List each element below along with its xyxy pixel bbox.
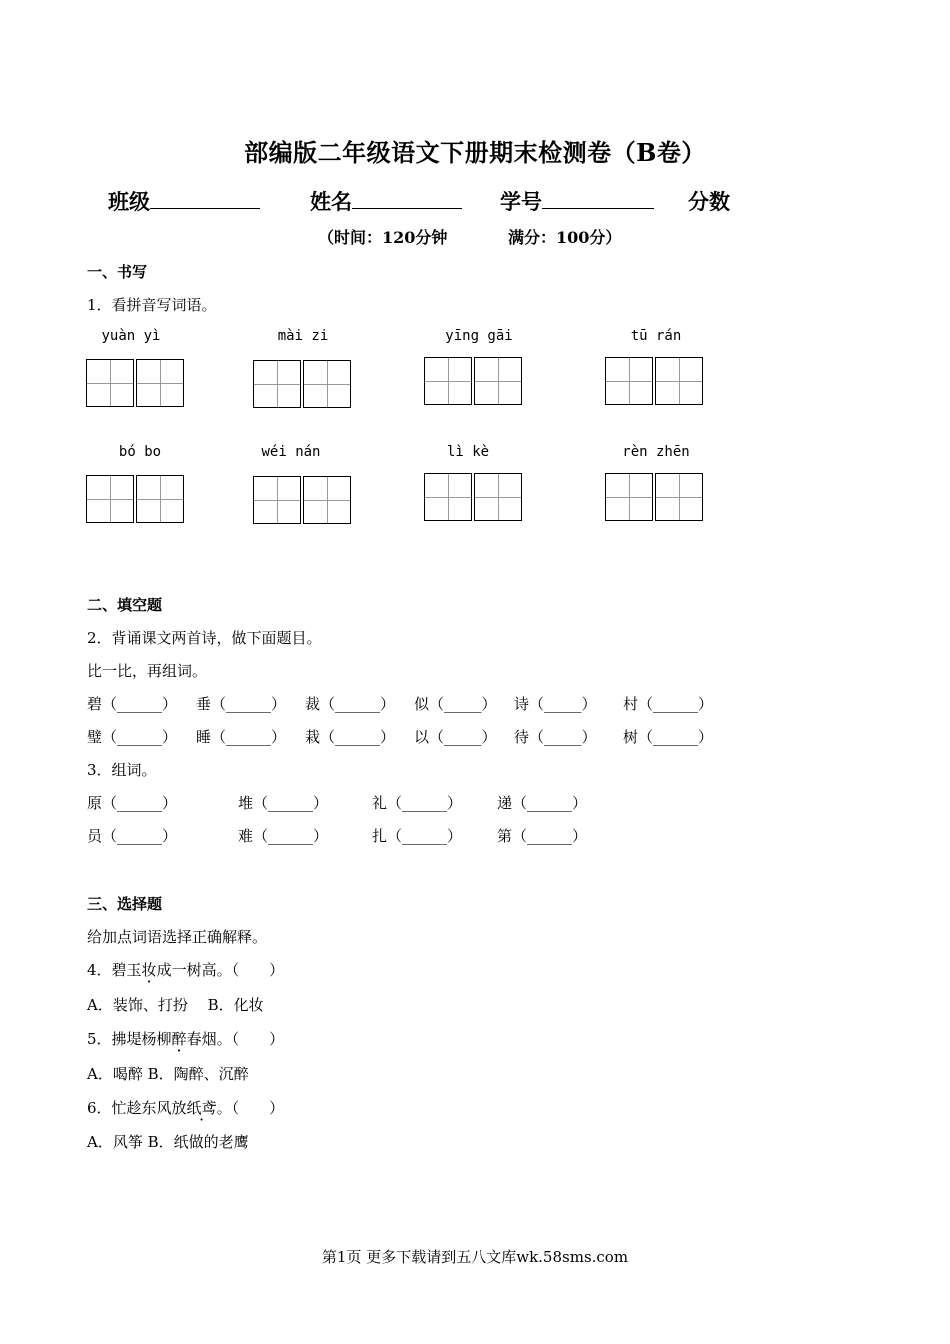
pinyin-label: wéi nán: [261, 444, 321, 460]
word-blank[interactable]: 递（______）: [497, 794, 588, 812]
class-label: 班级: [108, 189, 150, 214]
score-field: [688, 186, 730, 216]
word-blank[interactable]: 似（_____）: [414, 695, 497, 713]
question-2: 2．背诵课文两首诗，做下面题目。: [87, 629, 322, 647]
choice-instruction: 给加点词语选择正确解释。: [87, 928, 268, 946]
compare-instruction: 比一比，再组词。: [87, 662, 208, 680]
writing-grid-box[interactable]: [253, 476, 301, 524]
class-blank: [150, 186, 260, 209]
word-blank[interactable]: 栽（______）: [305, 728, 396, 746]
writing-grid-box[interactable]: [303, 360, 351, 408]
name-blank: [352, 186, 462, 209]
question-1: 1．看拼音写词语。: [87, 296, 217, 314]
word-blank[interactable]: 扎（______）: [372, 827, 463, 845]
word-blank[interactable]: 员（______）: [87, 827, 178, 845]
writing-grid-box[interactable]: [253, 360, 301, 408]
writing-grid-box[interactable]: [136, 359, 184, 407]
word-blank[interactable]: 睡（______）: [196, 728, 287, 746]
time-info: （时间：120分钟: [318, 228, 448, 247]
pinyin-label: rèn zhēn: [622, 444, 690, 460]
word-blank[interactable]: 垂（______）: [196, 695, 287, 713]
dotted-word: 纸鸢: [186, 1099, 217, 1117]
writing-grid-box[interactable]: [86, 475, 134, 523]
question-3: 3．组词。: [87, 761, 157, 779]
question-6: 6．忙趁东风放纸鸢。（ ）: [87, 1099, 285, 1117]
word-blank[interactable]: 难（______）: [238, 827, 329, 845]
word-blank[interactable]: 原（______）: [87, 794, 178, 812]
word-blank[interactable]: 裁（______）: [305, 695, 396, 713]
writing-grid-box[interactable]: [86, 359, 134, 407]
pinyin-label: lì kè: [446, 444, 490, 460]
writing-grid-box[interactable]: [474, 473, 522, 521]
page-footer: 第1页 更多下载请到五八文库wk.58sms.com: [321, 1248, 629, 1266]
name-label: 姓名: [310, 189, 352, 214]
section2-heading: 二、填空题: [87, 596, 163, 614]
word-blank[interactable]: 以（_____）: [414, 728, 497, 746]
word-blank[interactable]: 碧（______）: [87, 695, 178, 713]
full-score-info: 满分：100分）: [508, 228, 622, 247]
pinyin-label: yīng gāi: [445, 328, 513, 344]
pinyin-label: yuàn yì: [101, 328, 161, 344]
writing-grid-box[interactable]: [605, 473, 653, 521]
section3-heading: 三、选择题: [87, 895, 163, 913]
id-blank: [542, 186, 654, 209]
writing-grid-box[interactable]: [424, 357, 472, 405]
word-blank[interactable]: 礼（______）: [372, 794, 463, 812]
question-5: 5．拂堤杨柳醉春烟。（ ）: [87, 1030, 285, 1048]
page-title: 部编版二年级语文下册期末检测卷（B卷）: [244, 138, 706, 167]
class-field: [108, 186, 260, 216]
name-field: [310, 186, 462, 216]
score-label: 分数: [688, 189, 730, 214]
pinyin-label: tū rán: [630, 328, 682, 344]
pinyin-label: mài zi: [277, 328, 329, 344]
word-blank[interactable]: 璧（______）: [87, 728, 178, 746]
word-blank[interactable]: 第（______）: [497, 827, 588, 845]
word-blank[interactable]: 待（_____）: [514, 728, 597, 746]
writing-grid-box[interactable]: [474, 357, 522, 405]
id-field: [500, 186, 654, 216]
id-label: 学号: [500, 189, 542, 214]
word-blank[interactable]: 村（______）: [623, 695, 714, 713]
word-blank[interactable]: 诗（_____）: [514, 695, 597, 713]
section1-heading: 一、书写: [87, 263, 148, 281]
writing-grid-box[interactable]: [136, 475, 184, 523]
pinyin-label: bó bo: [118, 444, 162, 460]
writing-grid-box[interactable]: [655, 473, 703, 521]
dotted-word: 妆: [141, 961, 157, 979]
writing-grid-box[interactable]: [303, 476, 351, 524]
question-4-options: A．装饰、打扮 B．化妆: [87, 996, 264, 1014]
writing-grid-box[interactable]: [655, 357, 703, 405]
word-blank[interactable]: 堆（______）: [238, 794, 329, 812]
dotted-word: 醉: [171, 1030, 187, 1048]
writing-grid-box[interactable]: [424, 473, 472, 521]
question-4: 4．碧玉妆成一树高。（ ）: [87, 961, 285, 979]
question-6-options: A．风筝 B．纸做的老鹰: [87, 1133, 249, 1151]
writing-grid-box[interactable]: [605, 357, 653, 405]
word-blank[interactable]: 树（______）: [623, 728, 714, 746]
question-5-options: A．喝醉 B．陶醉、沉醉: [87, 1065, 249, 1083]
